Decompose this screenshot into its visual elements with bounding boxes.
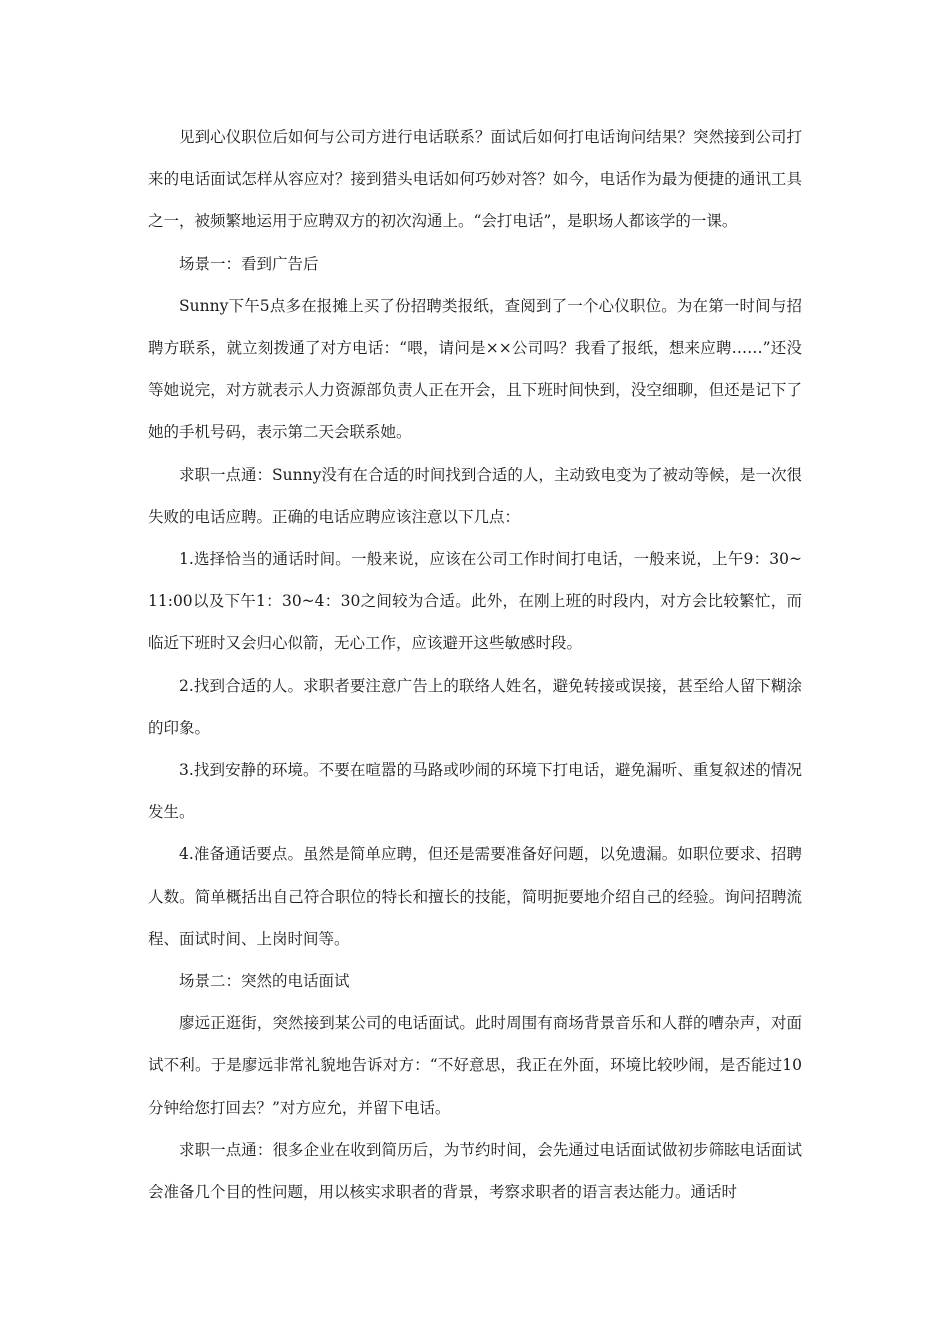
scene-one-heading: 场景一：看到广告后 [179,254,319,273]
tip-item-4: 4.准备通话要点。虽然是简单应聘，但还是需要准备好问题，以免遗漏。如职位要求、招聘人数。简单概括出自己符合职位的特长和擅长的技能，简明扼要地介绍自己的经验。询问招聘流程、面试时间、上岗时间等。 [148,845,802,948]
tip-item-2: 2.找到合适的人。求职者要注意广告上的联络人姓名，避免转接或误接，甚至给人留下糊涂的印象。 [148,676,802,737]
scene-one-story-paragraph: Sunny下午5点多在报摊上买了份招聘类报纸，查阅到了一个心仪职位。为在第一时间与招聘方联系，就立刻拨通了对方电话：“喂，请问是××公司吗？我看了报纸，想来应聘……”还没等她说完，对方就表示人力资源部负责人正在开会，且下班时间快到，没空细聊，但还是记下了她的手机号码，表示第二天会联系她。 [148,296,802,442]
document-body [148,116,802,1213]
scene-two-heading: 场景二：突然的电话面试 [179,972,350,991]
tip-item-1: 1.选择恰当的通话时间。一般来说，应该在公司工作时间打电话，一般来说，上午9：30~11:00以及下午1：30~4：30之间较为合适。此外，在刚上班的时段内，对方会比较繁忙，而临近下班时又会归心似箭，无心工作，应该避开这些敏感时段。 [148,550,802,653]
intro-paragraph: 见到心仪职位后如何与公司方进行电话联系？面试后如何打电话询问结果？突然接到公司打来的电话面试怎样从容应对？接到猎头电话如何巧妙对答？如今，电话作为最为便捷的通讯工具之一，被频繁地运用于应聘双方的初次沟通上。“会打电话”，是职场人都该学的一课。 [148,128,802,231]
scene-two-tip-paragraph: 求职一点通：很多企业在收到简历后，为节约时间，会先通过电话面试做初步筛眩电话面试会准备几个目的性问题，用以核实求职者的背景，考察求职者的语言表达能力。通话时 [148,1140,802,1202]
scene-one-tip-paragraph: 求职一点通：Sunny没有在合适的时间找到合适的人，主动致电变为了被动等候，是一次很失败的电话应聘。正确的电话应聘应该注意以下几点： [148,465,802,526]
scene-two-story-paragraph: 廖远正逛街，突然接到某公司的电话面试。此时周围有商场背景音乐和人群的嘈杂声，对面试不利。于是廖远非常礼貌地告诉对方：“不好意思，我正在外面，环境比较吵闹，是否能过10分钟给您打回去？”对方应允，并留下电话。 [148,1014,802,1117]
tip-item-3: 3.找到安静的环境。不要在喧嚣的马路或吵闹的环境下打电话，避免漏听、重复叙述的情况发生。 [148,761,802,822]
